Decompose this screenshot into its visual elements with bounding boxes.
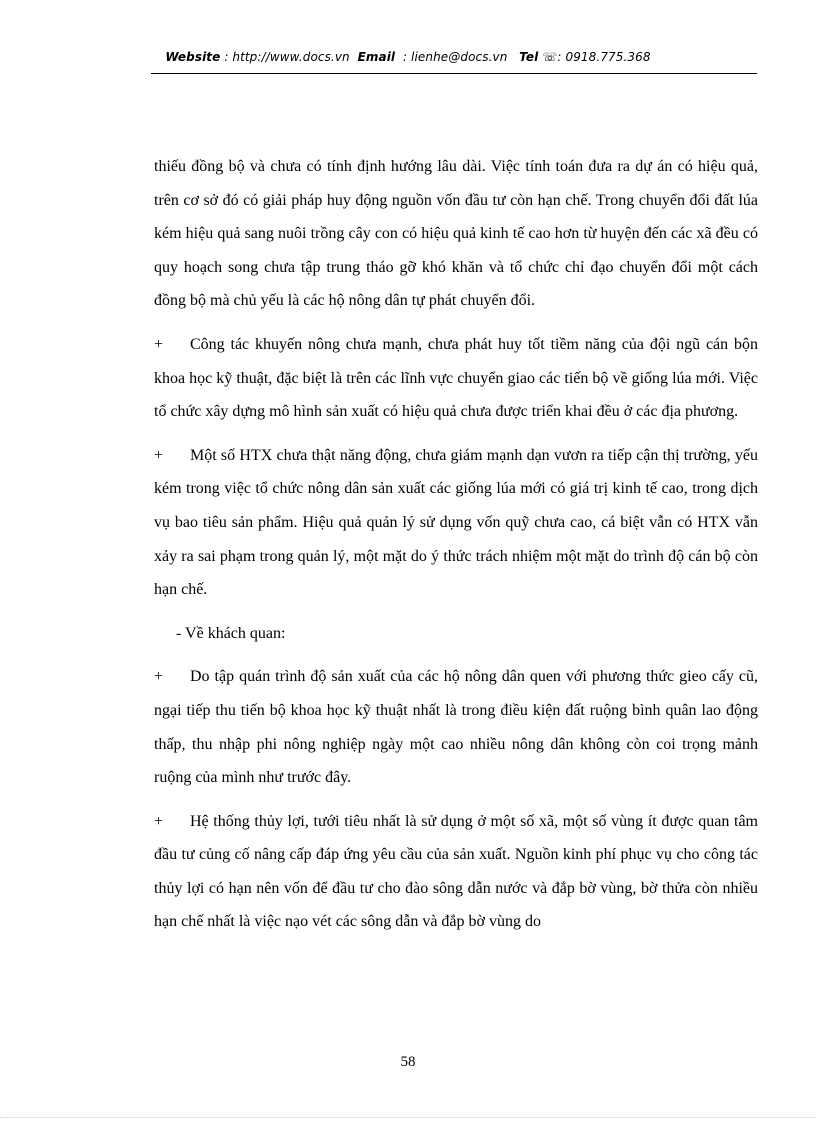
paragraph-text: Công tác khuyến nông chưa mạnh, chưa phát huy tốt tiềm năng của đội ngũ cán bộn khoa học kỹ thuật, đặc biệt là trên các lĩnh vực chuyển giao các tiến bộ về giống lúa mới. Việc tổ chức xây dựng mô hình sản xuất có hiệu quả chưa được triển khai đều ở các địa phương. — [154, 335, 758, 421]
page-header — [0, 50, 816, 64]
paragraph — [154, 805, 758, 939]
website-label: Website — [165, 50, 221, 64]
header-divider — [151, 73, 757, 74]
paragraph — [154, 150, 758, 318]
paragraph-text: thiếu đồng bộ và chưa có tính định hướng lâu dài. Việc tính toán đưa ra dự án có hiệu quả, trên cơ sở đó có giải pháp huy động nguồn vốn đầu tư còn hạn chế. Trong chuyển đổi đất lúa kém hiệu quả sang nuôi trồng cây con có hiệu quả kinh tế cao hơn từ huyện đến các xã đều có quy hoạch song chưa tập trung tháo gỡ khó khăn và tổ chức chỉ đạo chuyển đổi một cách đồng bộ mà chủ yếu là các hộ nông dân tự phát chuyển đổi. — [154, 158, 758, 310]
tel-label: Tel — [519, 50, 539, 64]
paragraph — [154, 328, 758, 429]
phone-icon: ☏ — [542, 50, 558, 64]
page-number: 58 — [400, 1054, 416, 1070]
document-body — [154, 150, 758, 949]
tel-value: : 0918.775.368 — [557, 50, 651, 64]
paragraph-text: Hệ thống thủy lợi, tưới tiêu nhất là sử dụng ở một số xã, một số vùng ít được quan tâm đầu tư củng cố nâng cấp đáp ứng yêu cầu của sản xuất. Nguồn kinh phí phục vụ cho công tác thủy lợi có hạn nên vốn để đầu tư cho đào sông dẫn nước và đắp bờ vùng, bờ thửa còn nhiều hạn chế nhất là việc nạo vét các sông dẫn và đắp bờ vùng do — [154, 812, 758, 931]
paragraph — [154, 439, 758, 607]
section-subheading: - Về khách quan: — [176, 624, 286, 642]
paragraph — [154, 660, 758, 794]
email-label: Email — [357, 50, 396, 64]
paragraph-text: Do tập quán trình độ sản xuất của các hộ nông dân quen với phương thức gieo cấy cũ, ngại tiếp thu tiến bộ khoa học kỹ thuật nhất là trong điều kiện đất ruộng bình quân lao động thấp, thu nhập phi nông nghiệp ngày một cao nhiều nông dân không còn coi trọng mảnh ruộng của mình như trước đây. — [154, 668, 758, 787]
paragraph-text: Một số HTX chưa thật năng động, chưa giám mạnh dạn vươn ra tiếp cận thị trường, yếu kém trong việc tổ chức nông dân sản xuất các giống lúa mới có giá trị kinh tế cao, trong dịch vụ bao tiêu sản phẩm. Hiệu quả quản lý sử dụng vốn quỹ chưa cao, cá biệt vẫn có HTX vẫn xảy ra sai phạm trong quản lý, một mặt do ý thức trách nhiệm một mặt do trình độ cán bộ còn hạn chế. — [154, 446, 758, 599]
email-value: : lienhe@docs.vn — [402, 50, 508, 64]
website-value: : http://www.docs.vn — [224, 50, 350, 64]
plus-marker: + — [154, 446, 164, 464]
page-bottom-edge — [0, 1117, 816, 1118]
plus-marker: + — [154, 668, 164, 686]
plus-marker: + — [154, 335, 164, 353]
plus-marker: + — [154, 812, 164, 830]
